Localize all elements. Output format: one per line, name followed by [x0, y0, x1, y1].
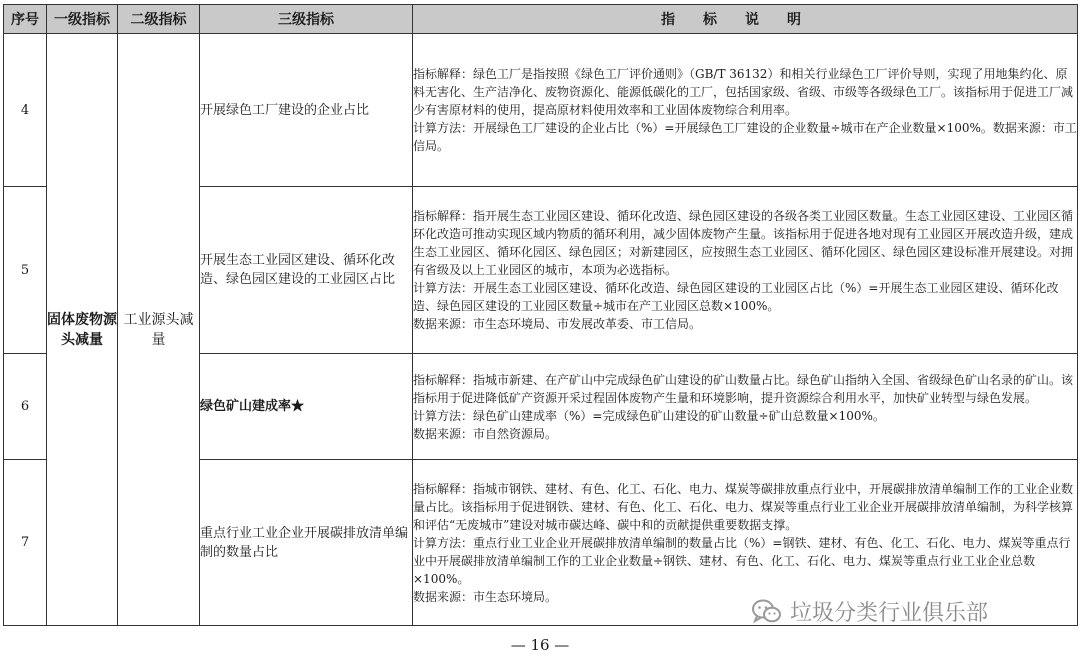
row-serial: 4	[4, 34, 47, 187]
row-serial: 7	[4, 460, 47, 626]
level3-indicator: 开展绿色工厂建设的企业占比	[200, 34, 413, 187]
description-method-source: 计算方法：开展绿色工厂建设的企业占比（%）=开展绿色工厂建设的企业数量÷城市在产企业数量×100%。数据来源：市工信局。	[413, 121, 1077, 153]
page-number: — 16 —	[510, 636, 570, 654]
description-explanation: 指标解释：指城市新建、在产矿山中完成绿色矿山建设的矿山数量占比。绿色矿山指纳入全国、省级绿色矿山名录的矿山。该指标用于促进降低矿产资源开采过程固体废物产生量和环境影响，提升资源综合利用水平，加快矿业转型与绿色发展。	[413, 372, 1074, 405]
description-method: 计算方法：开展生态工业园区建设、循环化改造、绿色园区建设的工业园区占比（%）=开展生态工业园区建设、循环化改造、绿色园区建设的工业园区数量÷城市在产工业园区总数×100%。	[413, 281, 1059, 313]
indicator-description	[413, 187, 1078, 354]
header-level2: 二级指标	[118, 5, 200, 34]
description-explanation: 指标解释：绿色工厂是指按照《绿色工厂评价通则》（GB/T 36132）和相关行业绿色工厂评价导则，实现了用地集约化、原料无害化、生产洁净化、废物资源化、能源低碳化的工厂，包括国家级、省级、市级等各级绿色工厂。该指标用于促进工厂减少有害原材料的使用，提高原材料使用效率和工业固体废物综合利用率。	[413, 67, 1074, 117]
header-level3: 三级指标	[200, 5, 413, 34]
description-explanation: 指标解释：指城市钢铁、建材、有色、化工、石化、电力、煤炭等碳排放重点行业中，开展碳排放清单编制工作的工业企业数量占比。该指标用于促进钢铁、建材、有色、化工、石化、电力、煤炭等重点行业工业企业开展碳排放清单编制，为科学核算和评估“无废城市”建设对城市碳达峰、碳中和的贡献提供重要数据支撑。	[413, 481, 1074, 532]
description-source: 数据来源：市自然资源局。	[413, 426, 558, 441]
level3-indicator: 绿色矿山建成率★	[200, 354, 413, 460]
description-source: 数据来源：市生态环境局、市发展改革委、市工信局。	[413, 317, 702, 331]
table-header-row	[4, 5, 1078, 34]
level2-indicator: 工业源头减量	[118, 34, 200, 626]
description-method: 计算方法：绿色矿山建成率（%）=完成绿色矿山建设的矿山数量÷矿山总数量×100%。	[413, 408, 885, 423]
wechat-icon	[752, 599, 782, 625]
indicator-description	[413, 354, 1078, 460]
table-row	[4, 34, 1078, 187]
description-method: 计算方法：重点行业工业企业开展碳排放清单编制的数量占比（%）=钢铁、建材、有色、化工、石化、电力、煤炭等重点行业中开展碳排放清单编制工作的工业企业数量÷钢铁、建材、有色、化工、石化、电力、煤炭等重点行业工业企业总数×100%。	[413, 535, 1071, 586]
description-explanation: 指标解释：指开展生态工业园区建设、循环化改造、绿色园区建设的各级各类工业园区数量。生态工业园区建设、工业园区循环化改造可推动实现区域内物质的循环利用，减少固体废物产生量。该指标用于促进各地对现有工业园区开展改造升级，建成生态工业园区、循环化园区、绿色园区；对新建园区，应按照生态工业园区、循环化园区、绿色园区建设标准开展建设。对拥有省级及以上工业园区的城市，本项为必选指标。	[413, 209, 1074, 277]
description-source: 数据来源：市生态环境局。	[413, 589, 558, 604]
row-serial: 6	[4, 354, 47, 460]
header-serial: 序号	[4, 5, 47, 34]
level3-indicator: 重点行业工业企业开展碳排放清单编制的数量占比	[200, 460, 413, 626]
indicator-description	[413, 34, 1078, 187]
level3-indicator: 开展生态工业园区建设、循环化改造、绿色园区建设的工业园区占比	[200, 187, 413, 354]
header-description: 指标说明	[413, 5, 1078, 34]
watermark-text: 垃圾分类行业俱乐部	[790, 601, 989, 626]
indicator-table	[3, 4, 1078, 626]
header-level1: 一级指标	[47, 5, 118, 34]
row-serial: 5	[4, 187, 47, 354]
watermark	[752, 596, 988, 627]
level1-indicator: 固体废物源头减量	[47, 34, 118, 626]
